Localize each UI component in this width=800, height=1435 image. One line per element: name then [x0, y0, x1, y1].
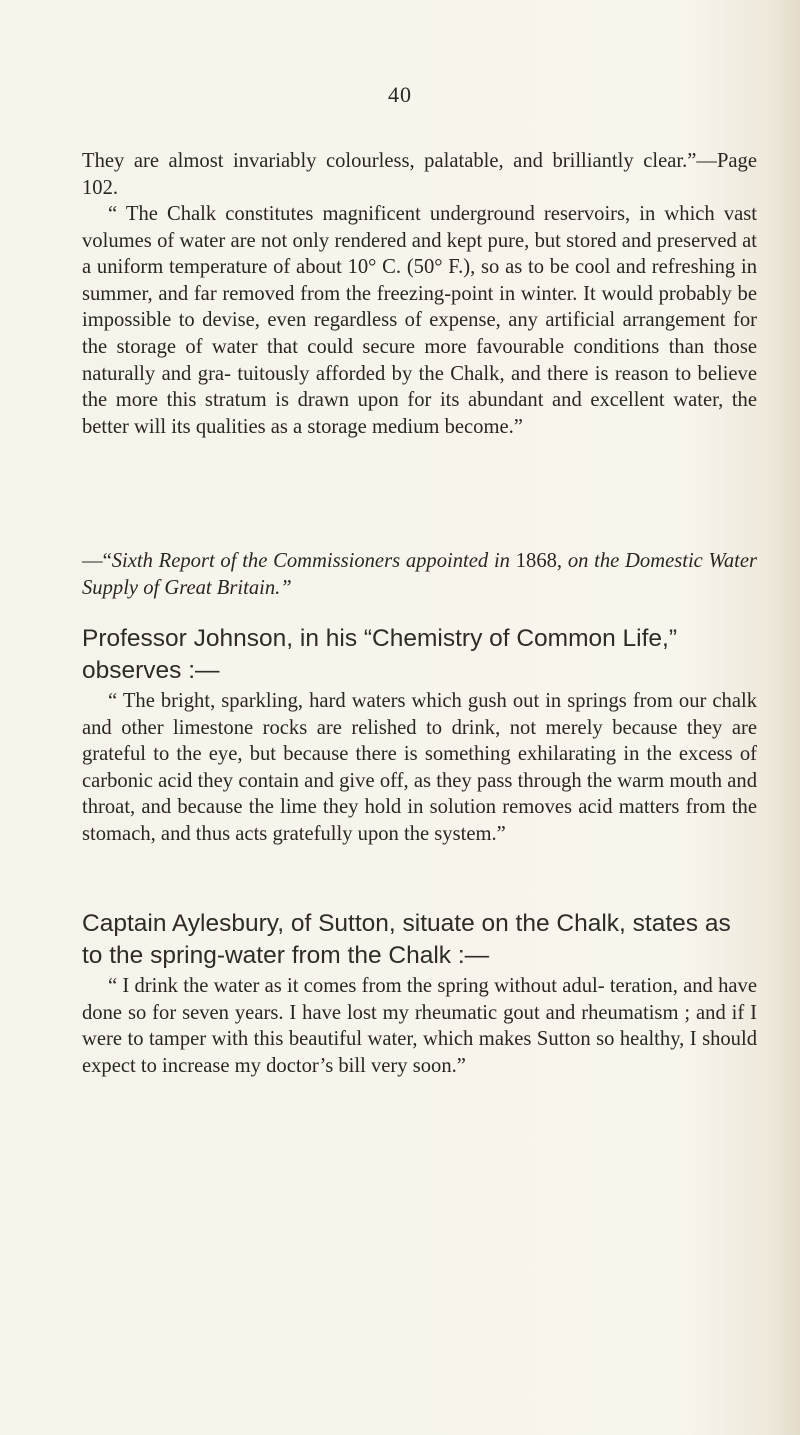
page-number: 40	[388, 82, 412, 107]
citation-report-title: Sixth Report of the Commissioners appointed in	[111, 550, 510, 572]
citation-dash: —“	[82, 550, 112, 572]
aylesbury-quote-paragraph: “ I drink the water as it comes from the spring without adul- teration, and have done so for seven years. I have lost my rheumatic gout and rheumatism ; and if I were to tamper with this beautiful water, which makes Sutton so healthy, I should expect to increase my doctor’s bill very soon.”	[82, 975, 757, 1077]
johnson-quote-paragraph: “ The bright, sparkling, hard waters which gush out in springs from our chalk and other limestone rocks are relished to drink, not merely because they are grateful to the eye, but because there is something exhilarating in the excess of carbonic acid they contain and give off, as they pass through the warm mouth and throat, and because the lime they hold in solution removes acid matters from the stomach, and thus acts gratefully upon the system.”	[82, 690, 757, 845]
citation-year: 1868,	[515, 550, 563, 572]
johnson-heading: Professor Johnson, in his “Chemistry of Common Life,” observes :—	[82, 625, 678, 684]
citation-report-subject: on the Domestic Water Supply of Great Britain.”	[82, 550, 757, 599]
opening-paragraph: They are almost invariably colourless, palatable, and brilliantly clear.”—Page 102.	[82, 150, 757, 199]
chalk-quote-paragraph: “ The Chalk constitutes magnificent underground reservoirs, in which vast volumes of water are not only rendered and kept pure, but stored and preserved at a uniform temperature of about 10° C. (50° F.), so as to be cool and refreshing in summer, and far removed from the freezing-point in winter. It would probably be impossible to devise, even regardless of expense, any artificial arrangement for the storage of water that could secure more favourable conditions than those naturally and gra- tuitously afforded by the Chalk, and there is reason to believe the more this stratum is drawn upon for its abundant and excellent water, the better will its qualities as a storage medium become.”	[82, 203, 757, 438]
aylesbury-heading: Captain Aylesbury, of Sutton, situate on the Chalk, states as to the spring-water from the Chalk :—	[82, 910, 731, 969]
report-citation	[82, 548, 757, 601]
